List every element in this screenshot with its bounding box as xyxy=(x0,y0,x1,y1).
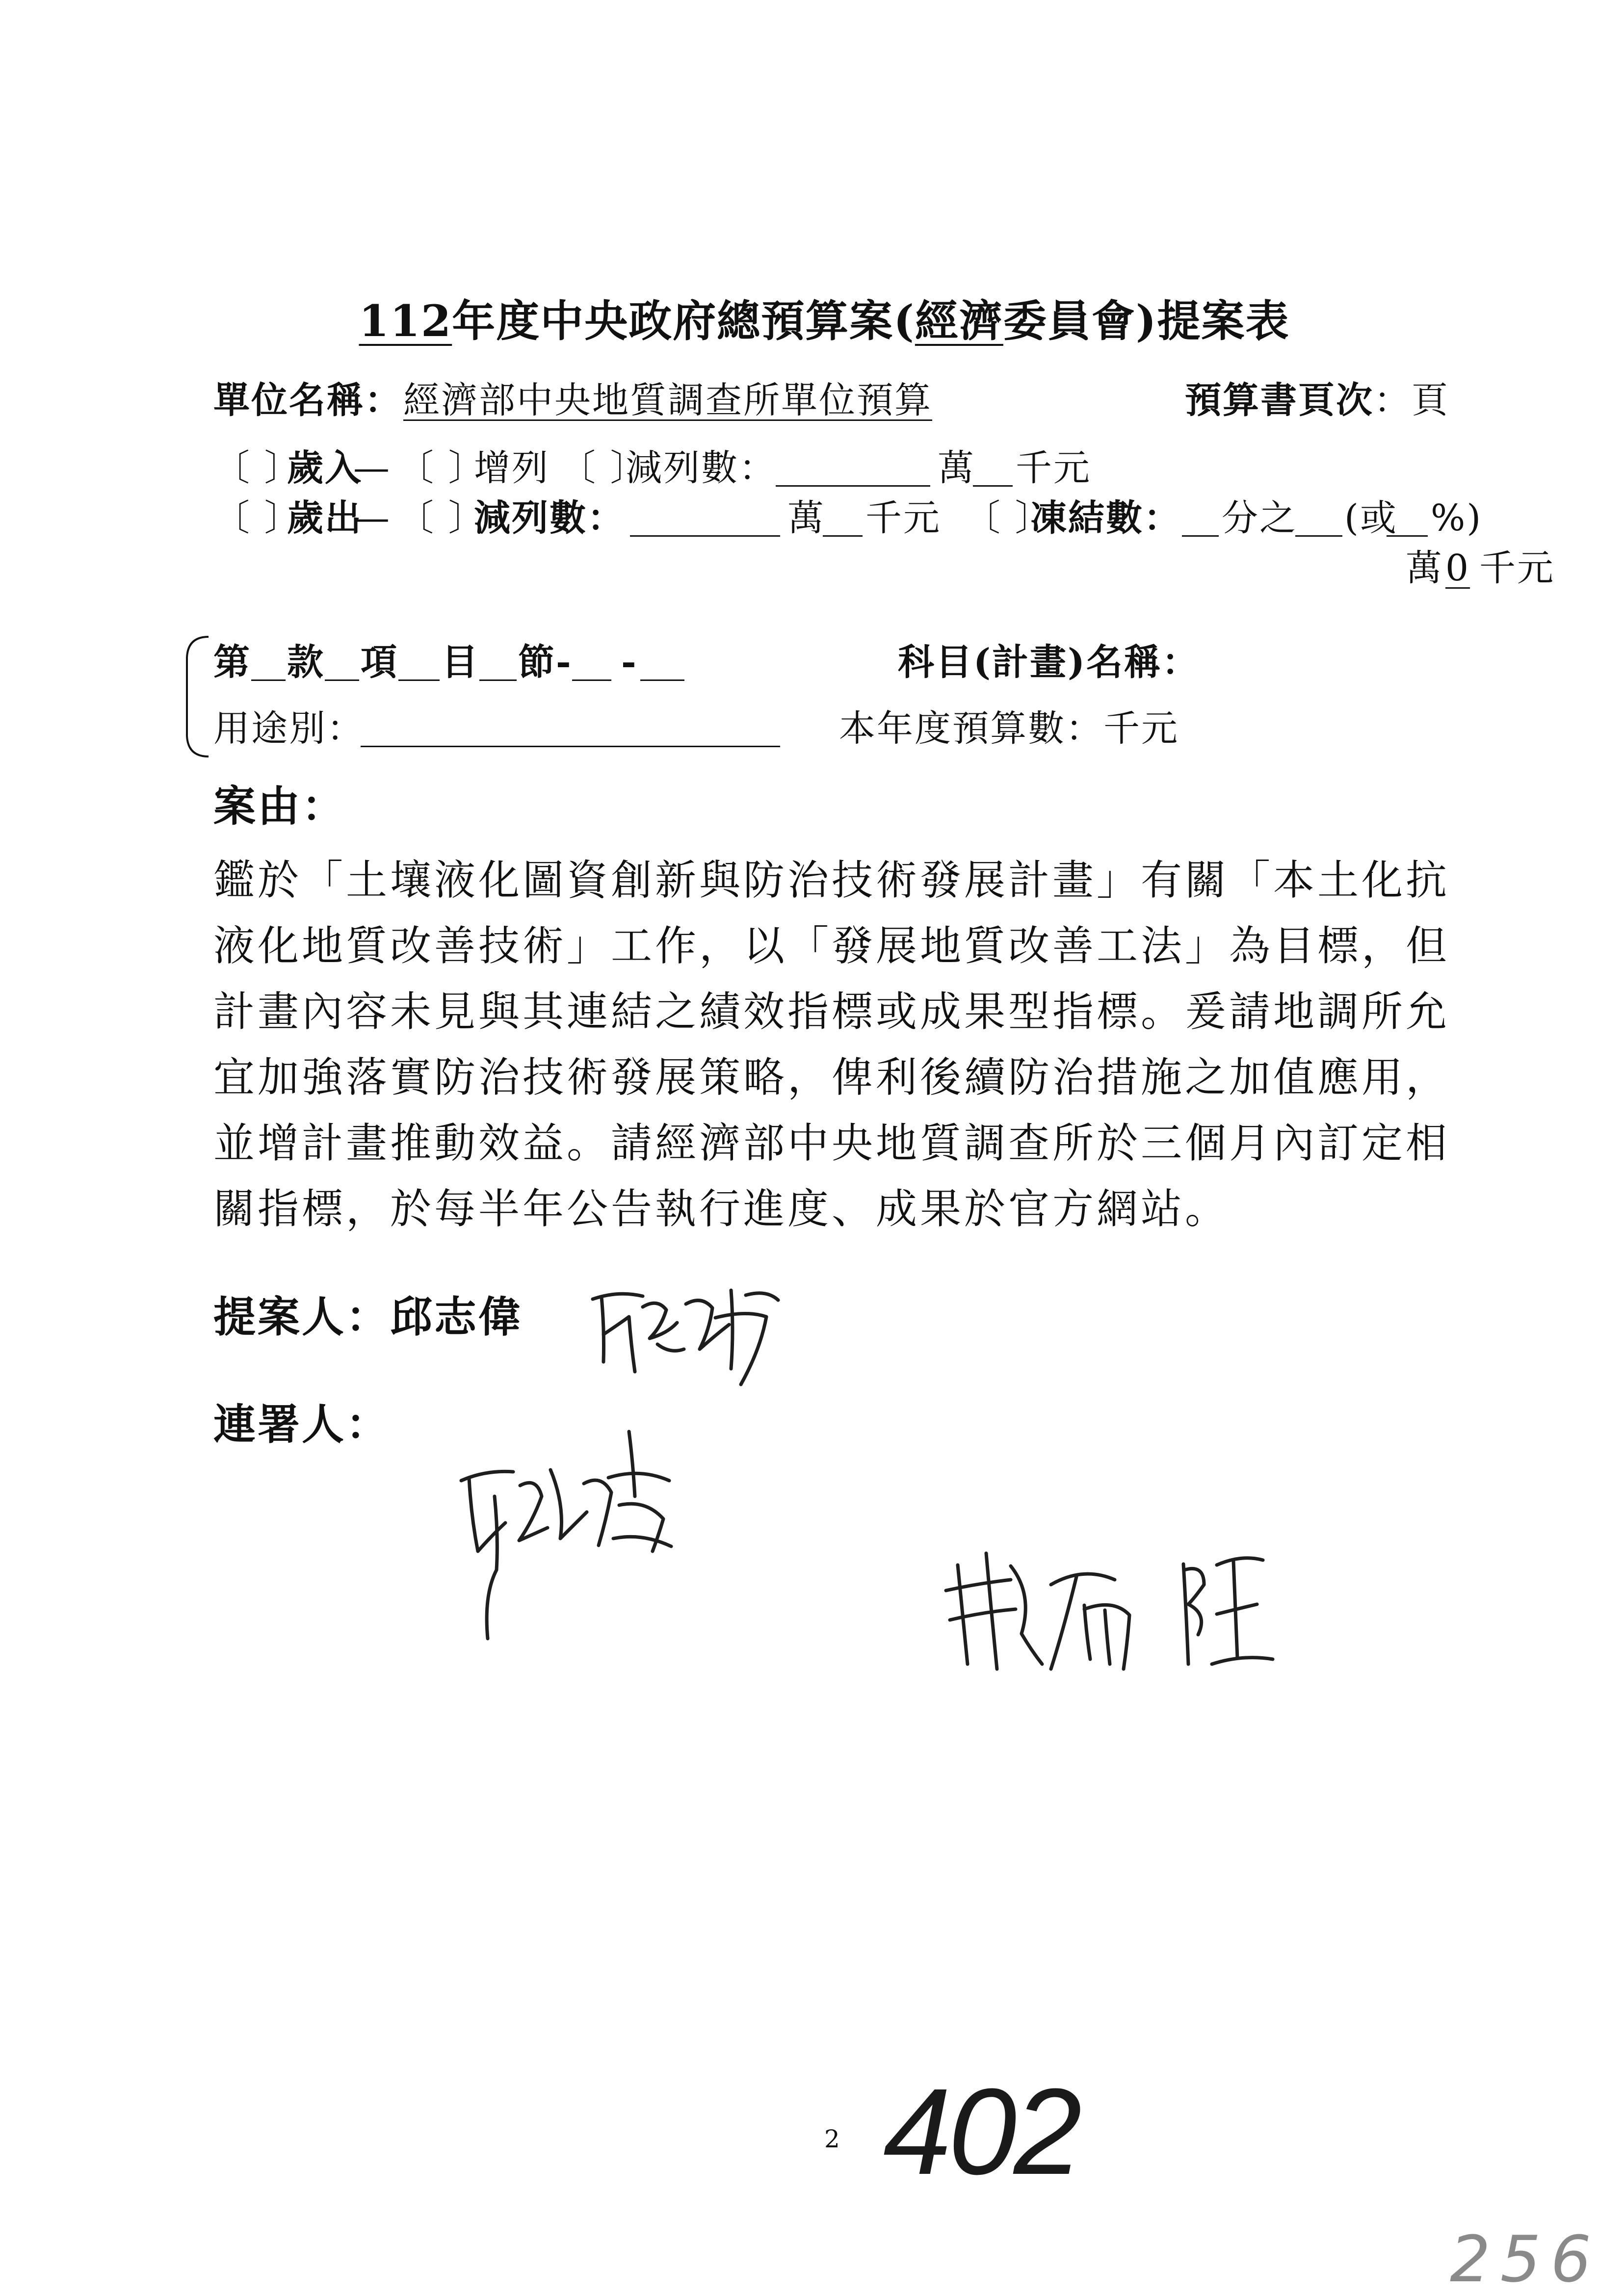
item-hyphen: - xyxy=(621,641,638,683)
freeze-total-value: 0 xyxy=(1445,547,1470,589)
handwritten-page-number: 402 xyxy=(883,2063,1079,2200)
reason-line: 宜加強落實防治技術發展策略，俾利後續防治措施之加值應用， xyxy=(213,1053,1450,1101)
page-ref-label: 預算書頁次 xyxy=(1185,379,1374,421)
subject-label: 科目(計畫)名稱： xyxy=(898,641,1200,683)
handwritten-note: 256 xyxy=(1450,2222,1601,2296)
proposer-label: 提案人： xyxy=(213,1292,390,1342)
revenue-row xyxy=(0,446,1624,490)
cosigners-label: 連署人： xyxy=(213,1400,390,1449)
percent-close: %) xyxy=(1431,497,1483,539)
revenue-wan: 萬 xyxy=(938,447,975,489)
page-ref-suffix: ：頁 xyxy=(1374,379,1449,421)
unit-row xyxy=(0,378,1624,422)
blank-field xyxy=(630,496,780,537)
budget-item-row xyxy=(0,640,1624,684)
reason-paragraph xyxy=(213,847,1509,1242)
revenue-dash: — xyxy=(353,447,391,489)
usage-row xyxy=(0,706,1624,751)
increase-label: 增列 xyxy=(474,447,550,489)
exp-decrease-checkbox: 〔 〕 xyxy=(397,497,486,539)
blank-field xyxy=(1387,496,1428,537)
signature-proposer xyxy=(584,1276,790,1393)
blank-field xyxy=(973,446,1013,487)
expenditure-dash: — xyxy=(353,497,391,539)
revenue-qian: 千元 xyxy=(1016,447,1091,489)
blank-field xyxy=(325,640,359,681)
item-kuan: 款 xyxy=(287,641,325,683)
blank-field xyxy=(776,446,930,487)
revenue-checkbox: 〔 〕 xyxy=(213,447,302,489)
blank-field xyxy=(479,640,517,681)
page-title xyxy=(25,294,1624,348)
annual-budget-label: 本年度預算數：千元 xyxy=(839,707,1179,750)
expenditure-wan: 萬 xyxy=(787,497,825,539)
signature-cosigner-2 xyxy=(937,1536,1276,1683)
unit-value: 經濟部中央地質調查所單位預算 xyxy=(403,379,932,421)
expenditure-label: 歲出 xyxy=(287,497,363,539)
freeze-total-row xyxy=(0,546,1624,590)
expenditure-row xyxy=(0,496,1624,540)
blank-field xyxy=(361,706,780,747)
freeze-total-wan: 萬 xyxy=(1406,547,1443,589)
blank-field xyxy=(251,640,286,681)
fraction-label: 分之 xyxy=(1222,497,1297,539)
blank-field xyxy=(823,496,863,537)
item-jie: 節- xyxy=(518,641,573,683)
freeze-label: 凍結數： xyxy=(1030,497,1181,539)
page-number: 2 xyxy=(824,2125,840,2153)
title-year: 112 xyxy=(359,295,452,346)
decrease-checkbox: 〔 〕 xyxy=(559,447,648,489)
reason-line: 鑑於「土壤液化圖資創新與防治技術發展計畫」有關「本土化抗 xyxy=(213,856,1450,904)
reason-line: 計畫內容未見與其連結之績效指標或成果型指標。爰請地調所允 xyxy=(213,988,1450,1036)
expenditure-qian: 千元 xyxy=(865,497,941,539)
proposer-row xyxy=(213,1290,523,1344)
blank-field xyxy=(640,640,684,681)
or-open: (或 xyxy=(1344,497,1398,539)
item-xiang: 項 xyxy=(361,641,398,683)
blank-field xyxy=(1295,496,1342,537)
reason-line: 並增計畫推動效益。請經濟部中央地質調查所於三個月內訂定相 xyxy=(213,1119,1450,1167)
freeze-total-qian: 千元 xyxy=(1479,547,1555,589)
item-di: 第 xyxy=(213,641,251,683)
increase-checkbox: 〔 〕 xyxy=(397,447,486,489)
title-text-2: 委員會)提案表 xyxy=(1003,295,1290,346)
blank-field xyxy=(398,640,440,681)
item-mu: 目 xyxy=(442,641,479,683)
blank-field xyxy=(1182,496,1219,537)
expenditure-checkbox: 〔 〕 xyxy=(213,497,302,539)
signature-cosigner-1 xyxy=(437,1423,682,1653)
proposer-name: 邱志偉 xyxy=(390,1292,523,1342)
revenue-decrease-label: 減列數： xyxy=(626,447,777,489)
usage-label: 用途別： xyxy=(213,707,365,750)
expenditure-decrease-label: 減列數： xyxy=(474,497,625,539)
reason-line: 液化地質改善技術」工作，以「發展地質改善工法」為目標，但 xyxy=(213,922,1450,970)
revenue-label: 歲入 xyxy=(287,447,363,489)
freeze-checkbox: 〔 〕 xyxy=(964,497,1053,539)
blank-field xyxy=(572,640,611,681)
reason-label: 案由： xyxy=(213,782,346,831)
reason-line: 關指標，於每半年公告執行進度、成果於官方網站。 xyxy=(213,1185,1230,1233)
title-committee: 經濟 xyxy=(915,295,1003,346)
unit-label: 單位名稱： xyxy=(213,379,402,421)
title-text-1: 年度中央政府總預算案( xyxy=(452,295,915,346)
